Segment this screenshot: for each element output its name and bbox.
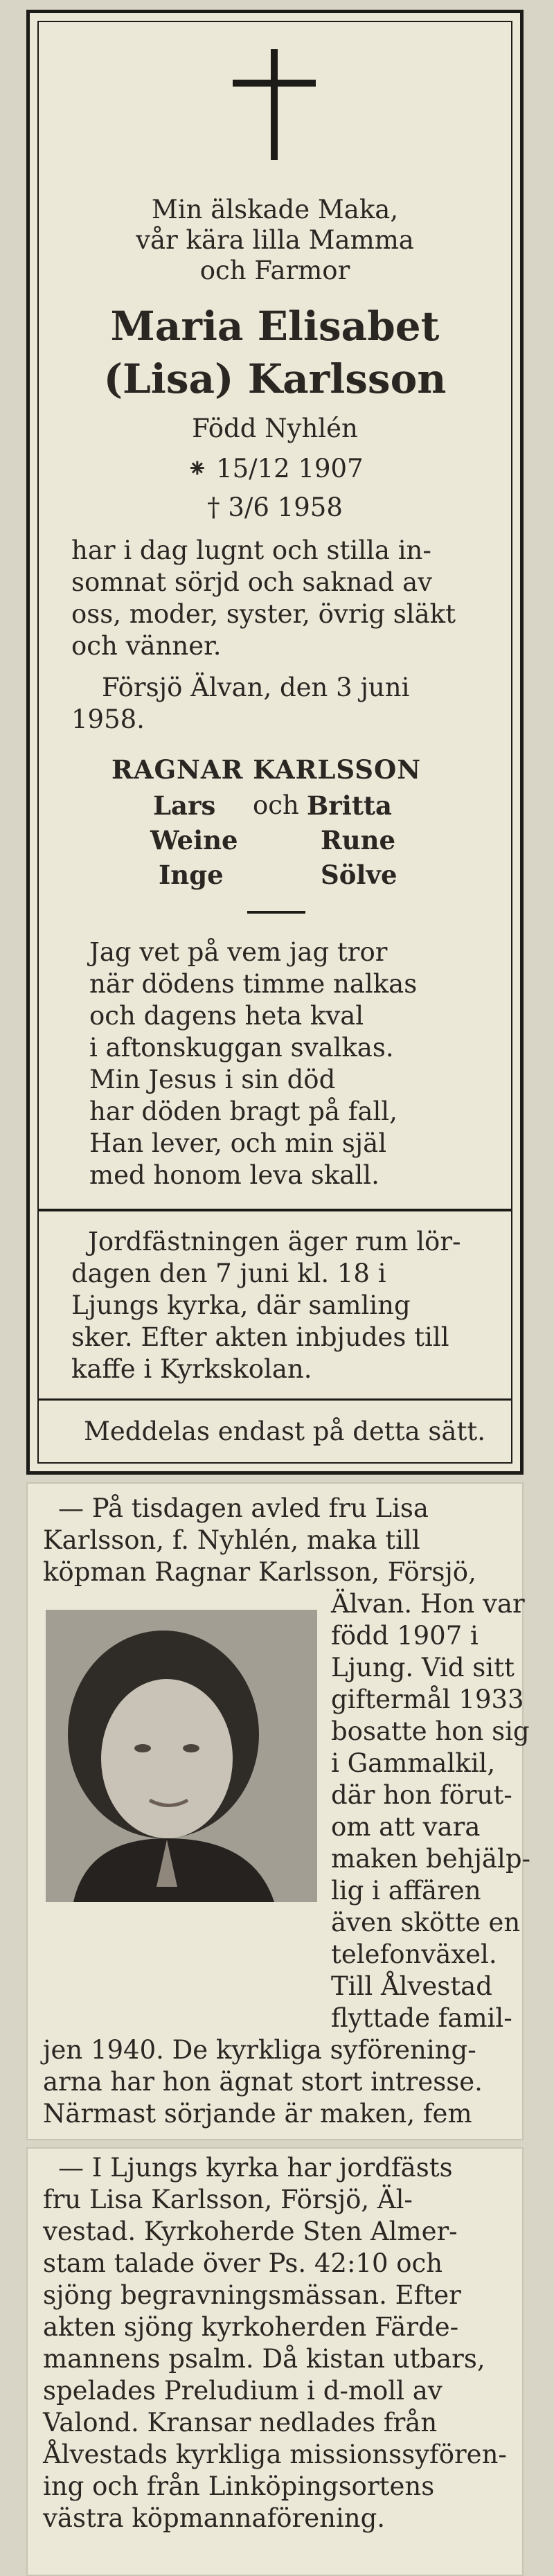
article-line: giftermål 1933: [331, 1685, 524, 1714]
article-line: i Gammalkil,: [331, 1748, 496, 1778]
intro-line: och Farmor: [199, 256, 350, 285]
funeral-line: dagen den 7 juni kl. 18 i: [71, 1259, 386, 1288]
poem-line: Min Jesus i sin död: [89, 1065, 336, 1094]
intro-line: vår kära lilla Mamma: [136, 225, 414, 255]
article-line: även skötte en: [331, 1908, 521, 1937]
survivor-name: Sölve: [321, 860, 397, 890]
funeral-line: sker. Efter akten inbjudes till: [71, 1322, 449, 1352]
article-line: Ljung. Vid sitt: [331, 1653, 515, 1682]
article-line: spelades Preludium i d-moll av: [43, 2376, 443, 2406]
poem-line: i aftonskuggan svalkas.: [89, 1033, 394, 1063]
article-line: maken behjälp-: [331, 1844, 531, 1874]
body-line: och vänner.: [71, 631, 222, 661]
article-line: Valond. Kransar nedlades från: [43, 2408, 438, 2437]
article-line: sjöng begravningsmässan. Efter: [43, 2280, 461, 2310]
article-line: flyttade famil-: [331, 2003, 512, 2033]
notice-footer: Meddelas endast på detta sätt.: [84, 1416, 485, 1446]
survivor-name: Inge: [159, 860, 224, 890]
article-line: född 1907 i: [331, 1621, 479, 1651]
article-line: om att vara: [331, 1812, 481, 1842]
article-line: telefonväxel.: [331, 1939, 497, 1969]
intro-line: Min älskade Maka,: [151, 195, 399, 224]
place-date: Försjö Älvan, den 3 juni: [102, 673, 410, 702]
funeral-line: Ljungs kyrka, där samling: [71, 1290, 411, 1320]
article-line: Ålvestads kyrkliga missionssyfören-: [43, 2440, 507, 2469]
survivor-head: RAGNAR KARLSSON: [111, 754, 422, 785]
funeral-report-article: [26, 2147, 524, 2576]
article-line: där hon förut-: [331, 1780, 512, 1810]
article-line: mannens psalm. Då kistan utbars,: [43, 2344, 485, 2374]
death-notice: [26, 10, 524, 1475]
article-line: arna har hon ägnat stort intresse.: [43, 2067, 483, 2097]
obituary-article: [26, 1482, 531, 2140]
funeral-line: kaffe i Kyrkskolan.: [71, 1354, 312, 1384]
article-line: stam talade över Ps. 42:10 och: [43, 2248, 443, 2278]
survivor-name: Britta: [307, 790, 392, 821]
article-line: akten sjöng kyrkoherden Färde-: [43, 2312, 459, 2342]
body-line: har i dag lugnt och stilla in-: [71, 535, 431, 565]
article-line: jen 1940. De kyrkliga syförening-: [43, 2035, 476, 2065]
survivor-name: Weine: [150, 825, 238, 855]
portrait-photo: [46, 1610, 317, 1902]
poem-line: har döden bragt på fall,: [89, 1096, 397, 1126]
article-line: fru Lisa Karlsson, Försjö, Äl-: [43, 2185, 413, 2214]
place-date: 1958.: [71, 704, 145, 734]
article-line: lig i affären: [331, 1876, 481, 1906]
deceased-name-last: (Lisa) Karlsson: [103, 355, 447, 402]
article-line: Älvan. Hon var: [331, 1589, 525, 1619]
article-line: bosatte hon sig: [331, 1716, 530, 1746]
poem-line: Jag vet på vem jag tror: [89, 937, 388, 967]
poem-line: när dödens timme nalkas: [89, 969, 418, 999]
article-line: Till Ålvestad: [331, 1971, 492, 2001]
death-date: † 3/6 1958: [207, 492, 343, 522]
article-line: köpman Ragnar Karlsson, Försjö,: [43, 1557, 476, 1587]
body-line: somnat sörjd och saknad av: [71, 567, 433, 597]
article-line: Närmast sörjande är maken, fem: [43, 2099, 472, 2129]
funeral-line: Jordfästningen äger rum lör-: [88, 1227, 461, 1256]
article-line: västra köpmannaförening.: [43, 2503, 386, 2533]
survivor-name: Lars: [153, 790, 216, 821]
divider: [247, 911, 305, 914]
deceased-name-first: Maria Elisabet: [110, 303, 440, 350]
article-line: — I Ljungs kyrka har jordfästs: [58, 2153, 453, 2183]
cross-icon: [30, 28, 520, 167]
survivor-conj: och: [253, 790, 299, 820]
maiden-name: Född Nyhlén: [192, 414, 358, 443]
article-line: Karlsson, f. Nyhlén, maka till: [43, 1525, 420, 1555]
article-line: vestad. Kyrkoherde Sten Almer-: [43, 2217, 458, 2246]
section-divider: [39, 1398, 511, 1401]
birth-date: ⁕ 15/12 1907: [186, 454, 364, 483]
poem-line: och dagens heta kval: [89, 1001, 364, 1031]
article-line: ing och från Linköpingsortens: [43, 2471, 435, 2501]
section-divider: [39, 1209, 511, 1211]
poem-line: Han lever, och min själ: [89, 1128, 387, 1158]
article-line: — På tisdagen avled fru Lisa: [58, 1493, 429, 1523]
body-line: oss, moder, syster, övrig släkt: [71, 599, 456, 629]
survivor-name: Rune: [321, 825, 396, 855]
poem-line: med honom leva skall.: [89, 1160, 379, 1190]
portrait-image: [46, 1610, 317, 1902]
